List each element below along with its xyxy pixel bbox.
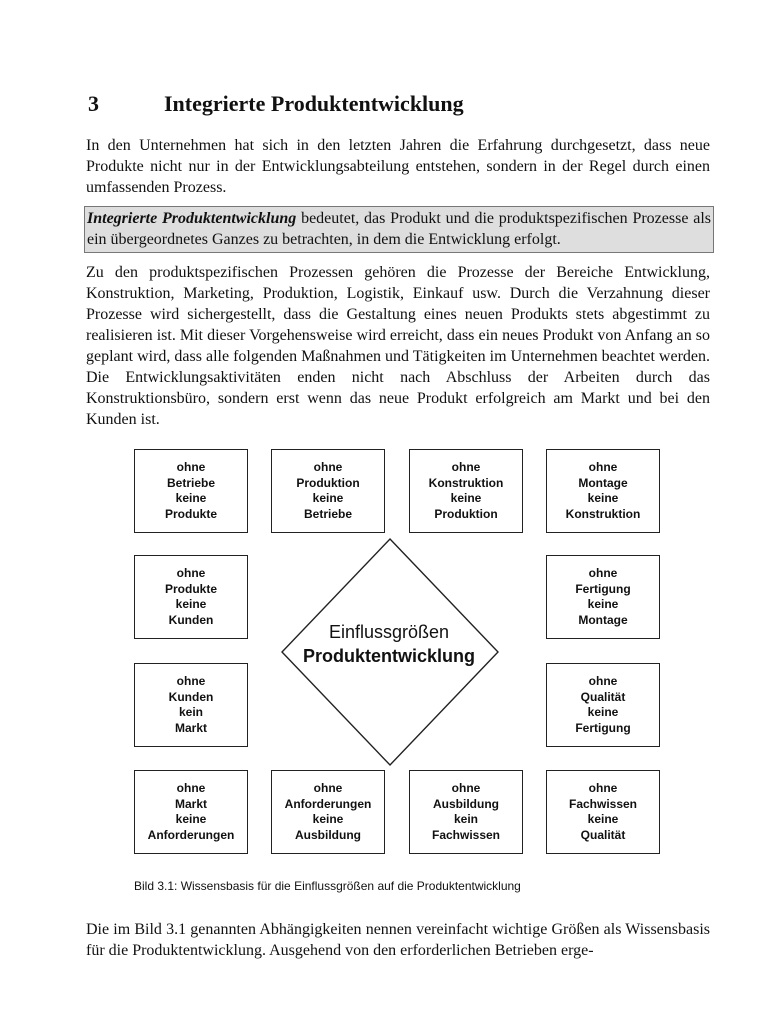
figure-caption: Bild 3.1: Wissensbasis für die Einflussgrößen auf die Produktentwicklung bbox=[134, 879, 521, 893]
diagram-box-bottom-3: ohne Ausbildung kein Fachwissen bbox=[409, 770, 523, 854]
diagram-box-left-2: ohne Kunden kein Markt bbox=[134, 663, 248, 747]
diagram-box-bottom-4: ohne Fachwissen keine Qualität bbox=[546, 770, 660, 854]
diagram-box-left-1: ohne Produkte keine Kunden bbox=[134, 555, 248, 639]
diamond-label-line2: Produktentwicklung bbox=[302, 646, 475, 666]
chapter-title: Integrierte Produktentwicklung bbox=[164, 91, 464, 116]
diagram-box-top-1: ohne Betriebe keine Produkte bbox=[134, 449, 248, 533]
diagram-box-bottom-2: ohne Anforderungen keine Ausbildung bbox=[271, 770, 385, 854]
chapter-number: 3 bbox=[88, 91, 99, 116]
diagram-box-right-1: ohne Fertigung keine Montage bbox=[546, 555, 660, 639]
diagram-box-top-4: ohne Montage keine Konstruktion bbox=[546, 449, 660, 533]
diagram-box-bottom-1: ohne Markt keine Anforderungen bbox=[134, 770, 248, 854]
diagram-box-right-2: ohne Qualität keine Fertigung bbox=[546, 663, 660, 747]
closing-paragraph: Die im Bild 3.1 genannten Abhängigkeiten nennen vereinfacht wichtige Größen als Wissensbasis für die Produktentwicklung. Ausgehend von den erforderlichen Betrieben erge- bbox=[86, 921, 710, 959]
definition-text: bedeutet, das Produkt und die produktspezifischen Prozesse als ein übergeordnetes Ganzes zu betrachten, in dem die Entwicklung erfolgt. bbox=[87, 210, 711, 248]
body-paragraph: Zu den produktspezifischen Prozessen gehören die Prozesse der Bereiche Entwicklung, Konstruktion, Marketing, Produktion, Logistik, Einkauf usw. Durch die Verzahnung dieser Prozesse wird sichergestellt, dass die Gestaltung eines neuen Produkts stets abgestimmt zu realisieren ist. Mit dieser Vorgehensweise wird erreicht, dass ein neues Produkt von Anfang an so geplant wird, dass alle folgenden Maßnahmen und Tätigkeiten im Unternehmen beachtet werden. Die Entwicklungsaktivitäten enden nicht nach Abschluss der Arbeiten durch das Konstruktionsbüro, sondern erst wenn das neue Produkt erfolgreich am Markt und bei den Kunden ist. bbox=[86, 264, 710, 428]
intro-paragraph: In den Unternehmen hat sich in den letzten Jahren die Erfahrung durchgesetzt, dass neue Produkte nicht nur in der Entwicklungsabteilung entstehen, sondern in der Regel durch einen umfassenden Prozess. bbox=[86, 137, 710, 196]
diagram-box-top-2: ohne Produktion keine Betriebe bbox=[271, 449, 385, 533]
diamond-label-line1: Einflussgrößen bbox=[328, 622, 450, 642]
diagram-box-top-3: ohne Konstruktion keine Produktion bbox=[409, 449, 523, 533]
definition-box bbox=[84, 206, 714, 253]
definition-term: Integrierte Produktentwicklung bbox=[87, 210, 297, 227]
diamond-label bbox=[278, 620, 500, 668]
